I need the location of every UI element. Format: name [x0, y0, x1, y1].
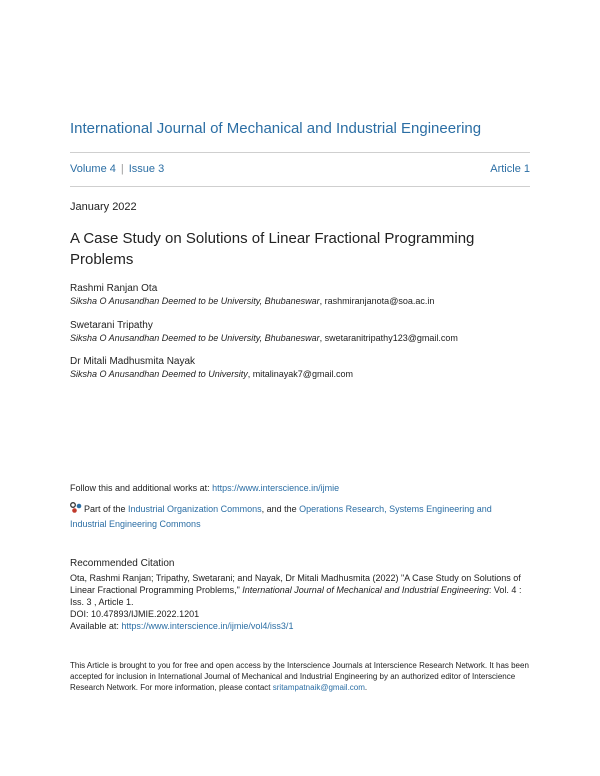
author-email: rashmiranjanota@soa.ac.in — [324, 296, 435, 306]
footer-end: . — [364, 683, 368, 692]
industrial-organization-commons-link[interactable]: Industrial Organization Commons — [128, 504, 262, 514]
follow-text: Follow this and additional works at: — [70, 483, 213, 493]
network-commons-icon — [70, 502, 82, 513]
affiliation-text: Siksha O Anusandhan Deemed to be University, Bhubaneswar — [70, 296, 320, 306]
follow-line — [70, 483, 339, 493]
author-email: swetaranitripathy123@gmail.com — [324, 333, 458, 343]
publication-date: January 2022 — [70, 201, 137, 213]
affiliation-text: Siksha O Anusandhan Deemed to University — [70, 369, 248, 379]
part-of-line — [70, 502, 530, 532]
citation-block — [70, 572, 530, 632]
author-affiliation: Siksha O Anusandhan Deemed to University, mitalinayak7@gmail.com — [70, 369, 353, 379]
part-of-middle: , and the — [261, 504, 300, 514]
contact-email-link[interactable]: sritampatnaik@gmail.com — [272, 683, 365, 692]
article-link[interactable]: Article 1 — [490, 163, 530, 175]
footer-text: This Article is brought to you for free and open access by the Interscience Journals at Interscience Research Network. It has been accepted for inclusion in International Journal of Mechanical and Industrial Engineering by an authorized editor of Interscience Research Network. For more information, please contact — [70, 661, 529, 692]
citation-journal: International Journal of Mechanical and Industrial Engineering — [242, 585, 489, 595]
issue-link[interactable]: Issue 3 — [128, 163, 165, 175]
access-footer — [70, 660, 530, 693]
author-affiliation: Siksha O Anusandhan Deemed to be University, Bhubaneswar, rashmiranjanota@soa.ac.in — [70, 296, 435, 306]
author-name: Swetarani Tripathy — [70, 320, 153, 331]
divider-bottom — [70, 186, 530, 187]
author-block — [70, 355, 530, 381]
paper-title: A Case Study on Solutions of Linear Fractional Programming Problems — [70, 230, 475, 268]
citation-doi: DOI: 10.47893/IJMIE.2022.1201 — [70, 609, 200, 619]
available-label: Available at: — [70, 621, 122, 631]
available-link[interactable]: https://www.interscience.in/ijmie/vol4/iss3/1 — [121, 621, 294, 631]
author-block — [70, 282, 530, 308]
author-name: Rashmi Ranjan Ota — [70, 283, 158, 294]
cover-page — [70, 0, 530, 776]
citation-text-start: Ota, Rashmi Ranjan; Tripathy, Swetarani; and Nayak, Dr Mitali Madhusmita (2022) "A Case Study on Solutions of Linear Fractional Programming Problems," — [70, 573, 521, 595]
author-block — [70, 319, 530, 345]
volume-link[interactable]: Volume 4 — [70, 163, 116, 175]
author-email: mitalinayak7@gmail.com — [252, 369, 353, 379]
part-of-prefix: Part of the — [84, 504, 129, 514]
journal-title[interactable]: International Journal of Mechanical and Industrial Engineering — [70, 120, 482, 137]
operations-research-commons-link[interactable]: Operations Research, Systems Engineering and Industrial Engineering Commons — [70, 504, 492, 529]
affiliation-text: Siksha O Anusandhan Deemed to be University, Bhubaneswar — [70, 333, 320, 343]
author-name: Dr Mitali Madhusmita Nayak — [70, 356, 196, 367]
citation-text-end: : Vol. 4 : Iss. 3 , Article 1. — [70, 585, 522, 607]
volume-separator: | — [120, 163, 124, 175]
author-affiliation: Siksha O Anusandhan Deemed to be University, Bhubaneswar, swetaranitripathy123@gmail.com — [70, 333, 458, 343]
follow-link[interactable]: https://www.interscience.in/ijmie — [212, 483, 340, 493]
recommended-citation-heading: Recommended Citation — [70, 558, 175, 569]
volume-issue-row — [70, 163, 530, 175]
divider-top — [70, 152, 530, 153]
